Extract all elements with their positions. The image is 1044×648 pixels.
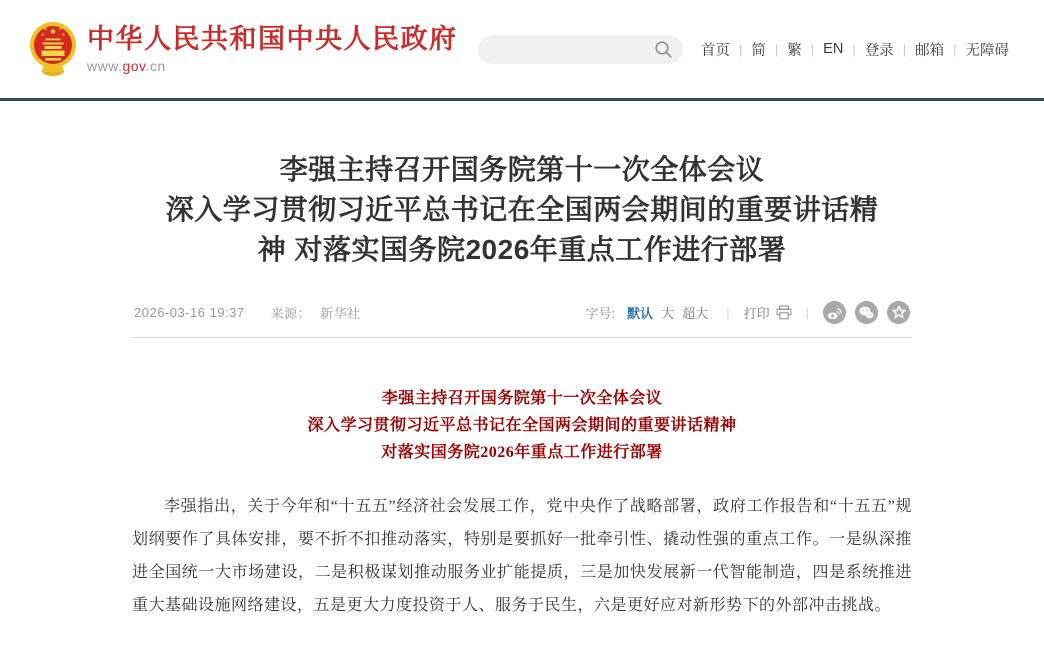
share-wechat-button[interactable] — [855, 301, 878, 324]
meta-separator: | — [726, 305, 730, 320]
source-value: 新华社 — [320, 306, 361, 321]
nav-item-english[interactable]: EN — [823, 41, 844, 57]
article-heading-line-2: 深入学习贯彻习近平总书记在全国两会期间的重要讲话精神 — [307, 417, 737, 434]
nav-separator: | — [774, 41, 779, 57]
nav-separator: | — [739, 41, 743, 57]
site-logo[interactable] — [28, 20, 458, 78]
header-nav — [700, 39, 1010, 60]
share-weibo-button[interactable] — [823, 301, 846, 324]
nav-separator: | — [902, 41, 907, 57]
site-url-www: www. — [87, 58, 123, 74]
search-button[interactable] — [654, 40, 673, 59]
search-icon — [654, 40, 673, 59]
publish-date: 2026-03-16 19:37 — [134, 305, 245, 320]
nav-item-login[interactable]: 登录 — [864, 42, 894, 59]
page-title-line-3: 神 对落实国务院2026年重点工作进行部署 — [257, 234, 787, 265]
article-meta-right — [586, 301, 910, 324]
site-url-cn: .cn — [145, 58, 166, 74]
share-group — [823, 301, 910, 324]
logo-text — [87, 24, 458, 74]
page-title-line-2: 深入学习贯彻习近平总书记在全国两会期间的重要讲话精 — [165, 194, 879, 225]
printer-icon — [776, 305, 792, 320]
article-heading-line-3: 对落实国务院2026年重点工作进行部署 — [381, 444, 663, 461]
nav-separator: | — [852, 41, 856, 57]
search-box[interactable] — [478, 35, 683, 64]
share-favorite-button[interactable] — [887, 301, 910, 324]
nav-item-accessibility[interactable]: 无障碍 — [965, 42, 1009, 59]
nav-item-simplified[interactable]: 简 — [751, 42, 766, 59]
article-heading-red — [132, 385, 912, 466]
font-size-xlarge[interactable]: 超大 — [682, 306, 709, 321]
article-heading-line-1: 李强主持召开国务院第十一次全体会议 — [381, 390, 663, 407]
weibo-icon — [827, 306, 842, 320]
search-input[interactable] — [492, 41, 654, 58]
main-content — [132, 150, 912, 648]
page-title — [132, 150, 912, 270]
site-url-gov: gov — [122, 58, 146, 74]
nav-separator: | — [953, 41, 957, 57]
print-button[interactable] — [744, 303, 792, 322]
nav-item-home[interactable]: 首页 — [701, 42, 730, 59]
meta-separator: | — [805, 305, 809, 320]
font-size-default[interactable]: 默认 — [627, 306, 654, 321]
font-size-large[interactable]: 大 — [661, 306, 675, 321]
site-header — [0, 0, 1044, 101]
nav-separator: | — [810, 41, 815, 57]
article-meta-row — [132, 301, 912, 338]
site-url — [87, 58, 458, 74]
source-label: 来源： — [270, 306, 312, 321]
article-paragraph: 李强指出，关于今年和“十五五”经济社会发展工作，党中央作了战略部署，政府工作报告和“十五五”规划纲要作了具体安排，要不折不扣推动落实，特别是要抓好一批牵引性、撬动性强的重点工作。一是纵深推进全国统一大市场建设，二是积极谋划推动服务业扩能提质，三是加快发展新一代智能制造，四是系统推进重大基础设施网络建设，五是更大力度投资于人、服务于民生，六是更好应对新形势下的外部冲击挑战。 — [132, 498, 912, 614]
nav-item-mail[interactable]: 邮箱 — [915, 42, 945, 59]
print-label: 打印 — [743, 306, 770, 321]
nav-item-traditional[interactable]: 繁 — [787, 42, 802, 59]
site-title: 中华人民共和国中央人民政府 — [87, 24, 458, 54]
article-meta-left — [134, 303, 361, 322]
wechat-icon — [859, 306, 874, 319]
font-size-label: 字号: — [585, 306, 616, 321]
header-right — [478, 35, 1010, 64]
star-icon — [892, 306, 906, 320]
page-title-line-1: 李强主持召开国务院第十一次全体会议 — [279, 154, 765, 185]
national-emblem-icon — [28, 20, 78, 78]
